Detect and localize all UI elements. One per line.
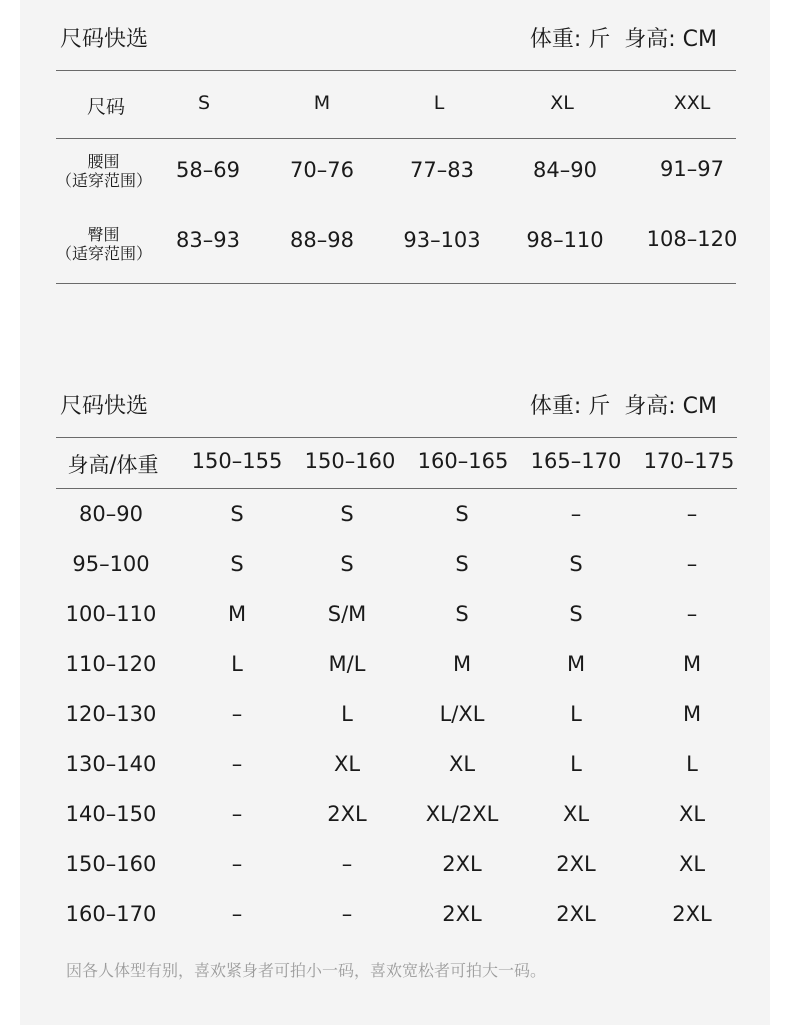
size-cell: L: [686, 752, 698, 776]
section1-unit-weight: 体重: 斤: [529, 27, 611, 52]
section1-header-label: 尺码: [86, 96, 126, 118]
size-cell: S: [340, 502, 354, 526]
hip-value: 98–110: [526, 228, 604, 252]
weight-label: 160–170: [65, 902, 157, 926]
section1-top-rule: [56, 70, 736, 71]
weight-label: 110–120: [65, 652, 157, 676]
waist-value: 84–90: [533, 158, 597, 182]
waist-value: 77–83: [410, 158, 474, 182]
size-cell: –: [570, 502, 582, 526]
weight-label: 140–150: [65, 802, 157, 826]
size-cell: S: [230, 552, 244, 576]
size-cell: S: [455, 602, 469, 626]
size-chart-panel: [20, 0, 770, 1025]
size-cell: 2XL: [556, 902, 596, 926]
size-cell: S: [569, 552, 583, 576]
hip-label-sub: （适穿范围）: [56, 244, 153, 263]
size-cell: S: [569, 602, 583, 626]
hip-value: 93–103: [403, 228, 481, 252]
section1-units: [530, 22, 717, 53]
size-cell: M/L: [328, 652, 366, 676]
size-cell: S: [455, 502, 469, 526]
size-cell: M: [452, 652, 472, 676]
section1-unit-height: 身高: CM: [624, 27, 717, 52]
hip-value: 83–93: [176, 228, 240, 252]
hip-row-label: [56, 225, 151, 263]
size-cell: 2XL: [556, 852, 596, 876]
size-cell: –: [341, 902, 353, 926]
size-cell: 2XL: [442, 902, 482, 926]
size-cell: XL: [333, 752, 361, 776]
size-cell: S: [455, 552, 469, 576]
size-cell: L: [341, 702, 353, 726]
size-cell: L: [570, 702, 582, 726]
size-header: M: [313, 92, 331, 114]
size-cell: XL/2XL: [425, 802, 499, 826]
weight-label: 80–90: [79, 502, 143, 526]
weight-label: 100–110: [65, 602, 157, 626]
height-header: 170–175: [643, 449, 735, 473]
size-cell: –: [231, 702, 243, 726]
height-header: 160–165: [417, 449, 509, 473]
size-cell: L: [231, 652, 243, 676]
size-cell: –: [686, 602, 698, 626]
size-cell: 2XL: [442, 852, 482, 876]
size-cell: L: [570, 752, 582, 776]
size-header: XL: [550, 92, 574, 114]
size-cell: –: [231, 902, 243, 926]
size-cell: XL: [448, 752, 476, 776]
section2-unit-height: 身高: CM: [624, 394, 717, 419]
height-header: 165–170: [530, 449, 622, 473]
size-cell: M: [227, 602, 247, 626]
size-cell: XL: [678, 852, 706, 876]
size-cell: –: [341, 852, 353, 876]
section1-bottom-rule: [56, 283, 736, 284]
section2-top-rule: [56, 437, 737, 438]
weight-label: 130–140: [65, 752, 157, 776]
hip-value: 108–120: [646, 227, 738, 251]
weight-label: 150–160: [65, 852, 157, 876]
size-cell: XL: [678, 802, 706, 826]
section2-header-label: 身高/体重: [67, 453, 159, 477]
size-cell: S: [340, 552, 354, 576]
size-cell: –: [686, 552, 698, 576]
size-cell: –: [231, 852, 243, 876]
size-cell: 2XL: [327, 802, 367, 826]
size-cell: –: [231, 802, 243, 826]
waist-value: 58–69: [176, 158, 240, 182]
section2-title: 尺码快选: [60, 394, 149, 419]
hip-value: 88–98: [290, 228, 354, 252]
section2-unit-weight: 体重: 斤: [529, 394, 611, 419]
size-cell: S/M: [327, 602, 367, 626]
size-cell: –: [231, 752, 243, 776]
weight-label: 120–130: [65, 702, 157, 726]
size-cell: 2XL: [672, 902, 712, 926]
waist-label: 腰围: [87, 152, 120, 171]
size-cell: XL: [562, 802, 590, 826]
waist-row-label: [56, 152, 151, 190]
waist-value: 91–97: [660, 157, 724, 181]
size-header: XXL: [673, 92, 711, 114]
hip-label: 臀围: [87, 225, 120, 244]
section2-header-rule: [56, 488, 737, 489]
size-cell: L/XL: [439, 702, 485, 726]
footnote: 因各人体型有别，喜欢紧身者可拍小一码，喜欢宽松者可拍大一码。: [66, 961, 547, 980]
size-header: S: [197, 92, 211, 114]
size-cell: –: [686, 502, 698, 526]
size-cell: M: [566, 652, 586, 676]
size-cell: S: [230, 502, 244, 526]
waist-value: 70–76: [290, 158, 354, 182]
section1-header-rule: [56, 138, 736, 139]
height-header: 150–160: [304, 449, 396, 473]
section1-title: 尺码快选: [60, 27, 149, 52]
size-cell: M: [682, 652, 702, 676]
weight-label: 95–100: [72, 552, 150, 576]
section2-units: [530, 389, 717, 420]
waist-label-sub: （适穿范围）: [56, 171, 153, 190]
size-cell: M: [682, 702, 702, 726]
height-header: 150–155: [191, 449, 283, 473]
size-header: L: [433, 92, 445, 114]
